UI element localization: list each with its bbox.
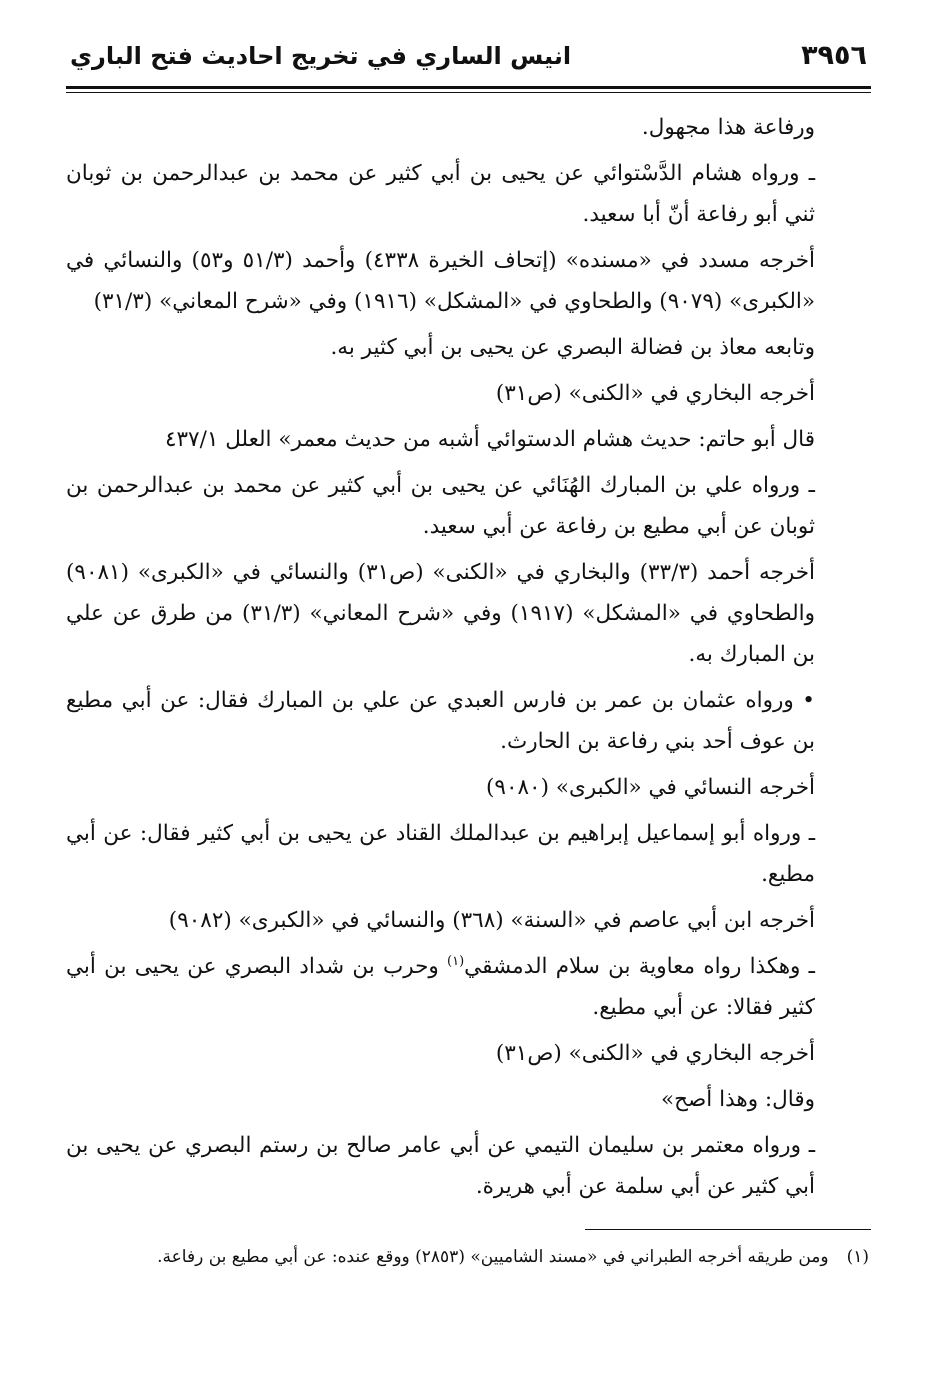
- paragraph: [66, 552, 871, 675]
- paragraph: [66, 946, 871, 1028]
- footnote: [66, 1242, 871, 1272]
- paragraph: [66, 107, 871, 148]
- paragraph-text: • ورواه عثمان بن عمر بن فارس العبدي عن علي بن المبارك فقال: عن أبي مطيع بن عوف أحد بني رفاعة بن الحارث.: [66, 688, 815, 754]
- paragraph: [66, 680, 871, 762]
- paragraph-text: وتابعه معاذ بن فضالة البصري عن يحيى بن أبي كثير به.: [330, 335, 815, 360]
- paragraph-text: ورفاعة هذا مجهول.: [641, 115, 815, 140]
- main-text: [66, 107, 871, 1207]
- running-title: انيس الساري في تخريج احاديث فتح الباري: [70, 42, 572, 70]
- paragraph-text: ـ ورواه علي بن المبارك الهُنَائي عن يحيى بن أبي كثير عن محمد بن عبدالرحمن بن ثوبان عن أبي مطيع بن رفاعة عن أبي سعيد.: [66, 473, 815, 539]
- paragraph: [66, 327, 871, 368]
- header-rule: [66, 86, 871, 93]
- footnote-reference: (١): [447, 953, 465, 969]
- paragraph: [66, 767, 871, 808]
- footnote-marker: (١): [846, 1247, 869, 1267]
- paragraph: [66, 373, 871, 414]
- paragraph: [66, 1079, 871, 1120]
- footnote-separator: [585, 1229, 871, 1230]
- page-header: [66, 40, 871, 82]
- paragraph-text: ـ ورواه معتمر بن سليمان التيمي عن أبي عامر صالح بن رستم البصري عن يحيى بن أبي كثير عن أبي سلمة عن أبي هريرة.: [66, 1133, 815, 1199]
- paragraph-text: أخرجه ابن أبي عاصم في «السنة» (٣٦٨) والنسائي في «الكبرى» (٩٠٨٢): [168, 908, 815, 933]
- paragraph-text: ـ وهكذا رواه معاوية بن سلام الدمشقي: [464, 954, 815, 979]
- paragraph-text: أخرجه البخاري في «الكنى» (ص٣١): [495, 381, 815, 406]
- paragraph-text: أخرجه مسدد في «مسنده» (إتحاف الخيرة ٤٣٣٨) وأحمد (٥١/٣ و٥٣) والنسائي في «الكبرى» (٩٠٧٩) والطحاوي في «المشكل» (١٩١٦) وفي «شرح المعاني» (٣١/٣): [66, 248, 815, 314]
- paragraph: [66, 240, 871, 322]
- paragraph-text: أخرجه النسائي في «الكبرى» (٩٠٨٠): [486, 775, 815, 800]
- paragraph-text-continued: وحرب بن شداد البصري عن يحيى بن أبي كثير فقالا: عن أبي مطيع.: [66, 954, 815, 1020]
- paragraph: [66, 813, 871, 895]
- page-number: ٣٩٥٦: [801, 40, 867, 71]
- paragraph: [66, 153, 871, 235]
- paragraph-text: وقال: وهذا أصح»: [661, 1087, 815, 1112]
- paragraph: [66, 1125, 871, 1207]
- paragraph: [66, 465, 871, 547]
- paragraph-text: قال أبو حاتم: حديث هشام الدستوائي أشبه من حديث معمر» العلل ٤٣٧/١: [164, 427, 815, 452]
- paragraph: [66, 900, 871, 941]
- paragraph: [66, 419, 871, 460]
- paragraph: [66, 1033, 871, 1074]
- paragraph-text: أخرجه أحمد (٣٣/٣) والبخاري في «الكنى» (ص٣١) والنسائي في «الكبرى» (٩٠٨١) والطحاوي في «المشكل» (١٩١٧) وفي «شرح المعاني» (٣١/٣) من طرق عن علي بن المبارك به.: [66, 560, 816, 667]
- paragraph-text: ـ ورواه أبو إسماعيل إبراهيم بن عبدالملك القناد عن يحيى بن أبي كثير فقال: عن أبي مطيع.: [66, 821, 815, 887]
- footnote-text: ومن طريقه أخرجه الطبراني في «مسند الشاميين» (٢٨٥٣) ووقع عنده: عن أبي مطيع بن رفاعة.: [157, 1247, 829, 1267]
- paragraph-text: ـ ورواه هشام الدَّسْتوائي عن يحيى بن أبي كثير عن محمد بن عبدالرحمن بن ثوبان ثني أبو رفاعة أنّ أبا سعيد.: [66, 161, 815, 227]
- paragraph-text: أخرجه البخاري في «الكنى» (ص٣١): [495, 1041, 815, 1066]
